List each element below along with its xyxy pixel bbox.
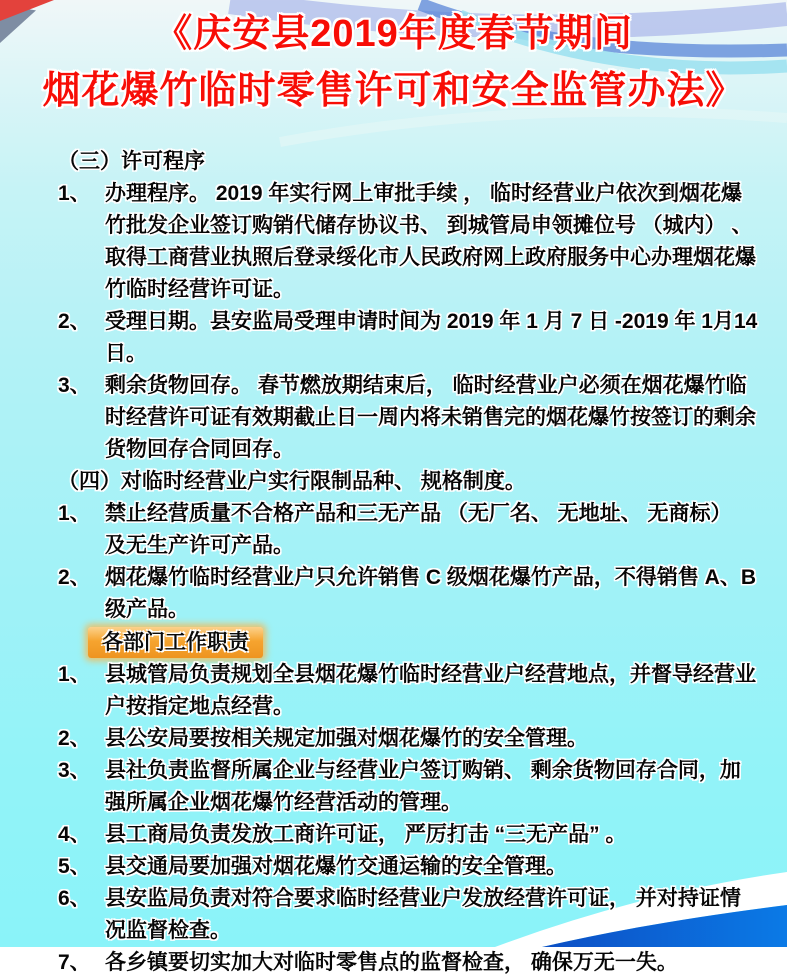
item-marker: 5、 <box>58 855 91 878</box>
list-item <box>58 306 758 370</box>
item-text: 各乡镇要切实加大对临时零售点的监督检查， 确保万无一失。 <box>105 951 678 974</box>
item-marker: 2、 <box>58 566 91 589</box>
item-marker: 1、 <box>58 502 91 525</box>
title-line-2: 烟花爆竹临时零售许可和安全监管办法》 <box>42 70 745 112</box>
item-text: 烟花爆竹临时经营业户只允许销售 C 级烟花爆竹产品，不得销售 A、B 级产品。 <box>105 566 756 621</box>
item-marker: 1、 <box>58 182 91 205</box>
item-text: 办理程序。 2019 年实行网上审批手续 ， 临时经营业户依次到烟花爆竹批发企业签订购销代储存协议书、 到城管局申领摊位号 （城内） 、取得工商营业执照后登录绥化市人民政府网上政府服务中心办理烟花爆竹临时经营许可证。 <box>105 182 756 301</box>
item-text: 县城管局负责规划全县烟花爆竹临时经营业户经营地点，并督导经营业户按指定地点经营。 <box>105 663 756 718</box>
list-item <box>58 659 758 723</box>
item-marker: 2、 <box>58 310 91 333</box>
item-text: 县交通局要加强对烟花爆竹交通运输的安全管理。 <box>105 855 567 878</box>
item-text: 许可程序 <box>121 150 205 173</box>
document-body <box>58 146 758 979</box>
item-marker: 7、 <box>58 951 91 974</box>
item-text: 县安监局负责对符合要求临时经营业户发放经营许可证， 并对持证情况监督检查。 <box>105 887 741 942</box>
item-text: 县工商局负责发放工商许可证， 严厉打击 “三无产品” 。 <box>105 823 627 846</box>
list-item <box>58 947 758 979</box>
item-marker: （四） <box>58 470 121 493</box>
list-item <box>58 498 758 562</box>
item-marker: 6、 <box>58 887 91 910</box>
page-title <box>0 6 787 120</box>
item-marker: 3、 <box>58 374 91 397</box>
item-text: 禁止经营质量不合格产品和三无产品 （无厂名、 无地址、 无商标） 及无生产许可产品。 <box>105 502 732 557</box>
item-marker: 1、 <box>58 663 91 686</box>
item-text: 受理日期。县安监局受理申请时间为 2019 年 1 月 7 日 -2019 年 1月14 日。 <box>105 310 758 365</box>
item-marker: 2、 <box>58 727 91 750</box>
list-item <box>58 562 758 626</box>
list-item <box>58 178 758 306</box>
list-item <box>58 723 758 755</box>
list-item <box>58 370 758 466</box>
list-item <box>58 466 758 498</box>
list-item <box>58 755 758 819</box>
item-marker: （三） <box>58 150 121 173</box>
section-badge: 各部门工作职责 <box>88 627 263 658</box>
list-item <box>58 146 758 178</box>
section-badge-row <box>88 627 758 658</box>
item-marker: 4、 <box>58 823 91 846</box>
item-marker: 3、 <box>58 759 91 782</box>
list-item <box>58 883 758 947</box>
list-item <box>58 819 758 851</box>
list-item <box>58 851 758 883</box>
item-text: 剩余货物回存。 春节燃放期结束后， 临时经营业户必须在烟花爆竹临时经营许可证有效期截止日一周内将未销售完的烟花爆竹按签订的剩余货物回存合同回存。 <box>105 374 756 461</box>
item-text: 县社负责监督所属企业与经营业户签订购销、 剩余货物回存合同，加强所属企业烟花爆竹经营活动的管理。 <box>105 759 741 814</box>
item-text: 县公安局要按相关规定加强对烟花爆竹的安全管理。 <box>105 727 588 750</box>
item-text: 对临时经营业户实行限制品种、 规格制度。 <box>121 470 526 493</box>
title-line-1: 《庆安县2019年度春节期间 <box>154 13 633 55</box>
